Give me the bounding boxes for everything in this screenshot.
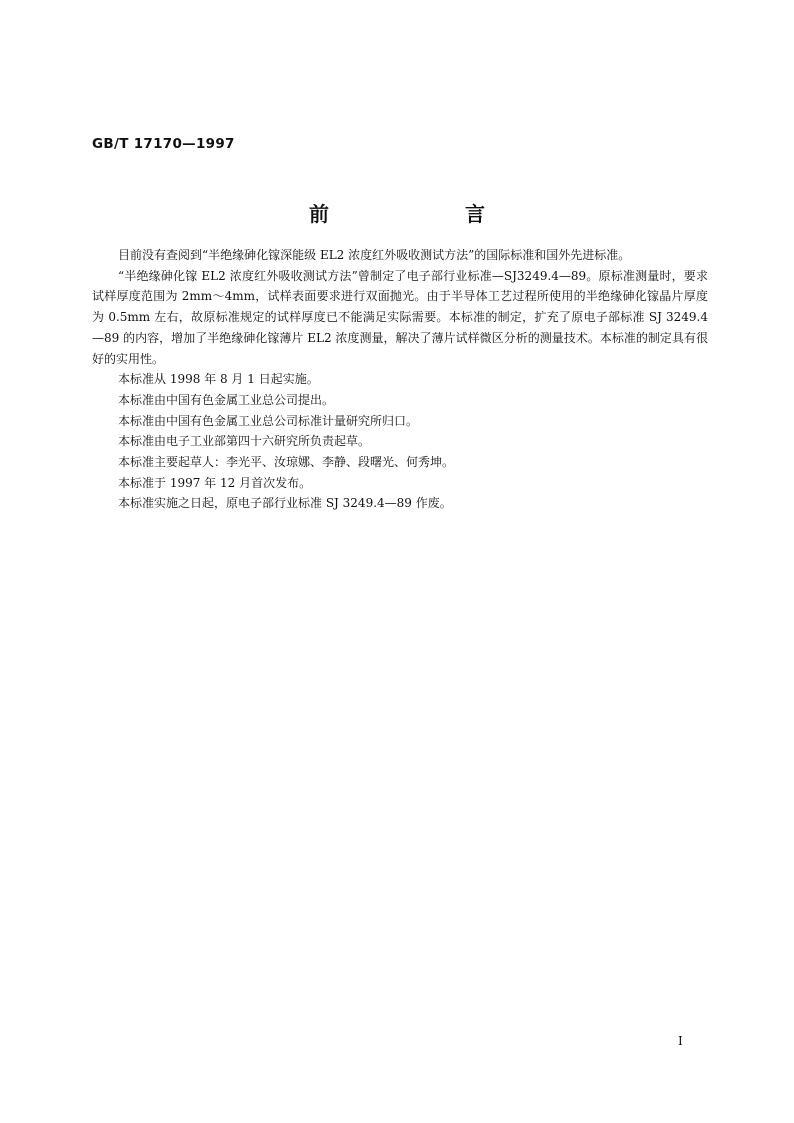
paragraph: 本标准由电子工业部第四十六研究所负责起草。 — [118, 434, 371, 449]
paragraph: “半绝缘砷化镓 EL2 浓度红外吸收测试方法”曾制定了电子部行业标准—SJ3249.4—89。原标准测量时，要求试样厚度范围为 2mm～4mm，试样表面要求进行双面抛光。由于半导体工艺过程所使用的半绝缘砷化镓晶片厚度为 0.5mm 左右，故原标准规定的试样厚度已不能满足实际需要。本标准的制定，扩充了原电子部标准 SJ 3249.4—89 的内容，增加了半绝缘砷化镓薄片 EL2 浓度测量，解决了薄片试样微区分析的测量技术。本标准的制定具有很好的实用性。 — [92, 268, 708, 366]
page-number: I — [678, 1034, 683, 1048]
document-code: GB/T 17170—1997 — [92, 136, 235, 152]
paragraph: 目前没有查阅到“半绝缘砷化镓深能级 EL2 浓度红外吸收测试方法”的国际标准和国外先进标准。 — [118, 248, 631, 262]
body-text — [92, 245, 708, 514]
paragraph: 本标准主要起草人：李光平、汝琼娜、李静、段曙光、何秀坤。 — [118, 455, 455, 470]
page-title: 前 言 — [309, 202, 517, 226]
paragraph: 本标准由中国有色金属工业总公司提出。 — [118, 392, 335, 407]
paragraph: 本标准由中国有色金属工业总公司标准计量研究所归口。 — [118, 413, 419, 428]
paragraph: 本标准从 1998 年 8 月 1 日起实施。 — [118, 372, 319, 387]
paragraph: 本标准实施之日起，原电子部行业标准 SJ 3249.4—89 作废。 — [118, 496, 452, 511]
paragraph: 本标准于 1997 年 12 月首次发布。 — [118, 475, 312, 490]
